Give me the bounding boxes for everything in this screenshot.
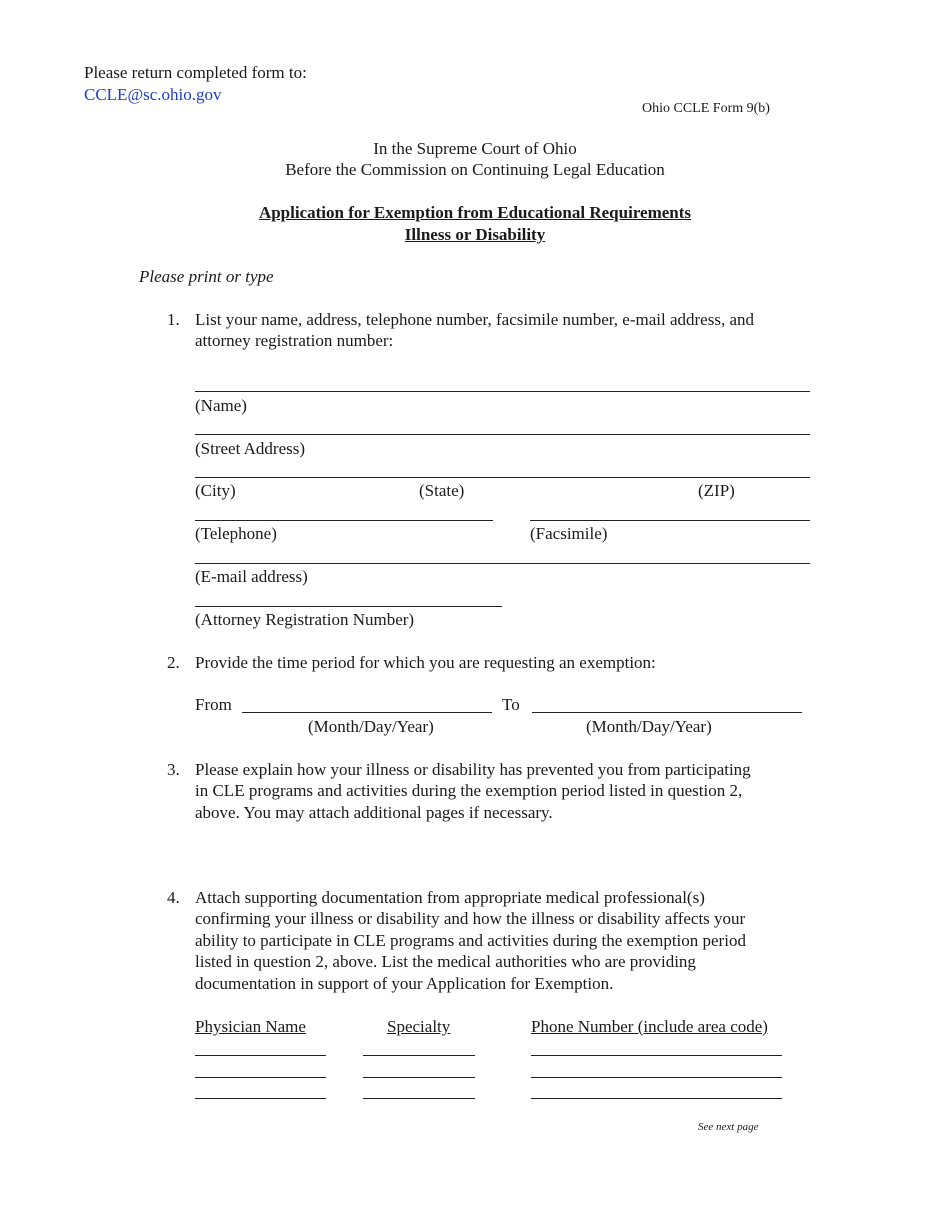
name-field[interactable] xyxy=(195,391,810,392)
phone-field-2[interactable] xyxy=(531,1077,782,1078)
instructions: Please print or type xyxy=(139,267,274,286)
q1-text-line-2: attorney registration number: xyxy=(195,331,394,350)
q4-line-3: ability to participate in CLE programs and activities during the exemption period xyxy=(195,931,746,950)
q3-line-2: in CLE programs and activities during the exemption period listed in question 2, xyxy=(195,781,743,800)
column-phone-number: Phone Number (include area code) xyxy=(531,1017,768,1036)
street-address-label: (Street Address) xyxy=(195,439,306,458)
column-specialty: Specialty xyxy=(387,1017,451,1036)
to-label: To xyxy=(502,695,520,714)
from-label: From xyxy=(195,695,232,714)
registration-number-field[interactable] xyxy=(195,606,502,607)
telephone-label: (Telephone) xyxy=(195,524,277,543)
column-physician-name: Physician Name xyxy=(195,1017,306,1036)
specialty-field-2[interactable] xyxy=(363,1077,475,1078)
return-email-link[interactable]: CCLE@sc.ohio.gov xyxy=(84,85,222,104)
return-label: Please return completed form to: xyxy=(84,63,307,82)
specialty-field-3[interactable] xyxy=(363,1098,475,1099)
facsimile-label: (Facsimile) xyxy=(530,524,608,543)
city-state-zip-field[interactable] xyxy=(195,477,810,478)
specialty-field-1[interactable] xyxy=(363,1055,475,1056)
street-address-field[interactable] xyxy=(195,434,810,435)
from-date-hint: (Month/Day/Year) xyxy=(308,717,434,736)
email-field[interactable] xyxy=(195,563,810,564)
q3-number: 3. xyxy=(167,760,180,779)
q3-line-3: above. You may attach additional pages if necessary. xyxy=(195,803,553,822)
q4-number: 4. xyxy=(167,888,180,907)
q4-line-4: listed in question 2, above. List the medical authorities who are providing xyxy=(195,952,696,971)
court-line-2: Before the Commission on Continuing Legal Education xyxy=(285,160,665,179)
to-date-hint: (Month/Day/Year) xyxy=(586,717,712,736)
phone-field-1[interactable] xyxy=(531,1055,782,1056)
q1-text-line-1: List your name, address, telephone number, facsimile number, e-mail address, and xyxy=(195,310,754,329)
physician-name-field-1[interactable] xyxy=(195,1055,326,1056)
q2-number: 2. xyxy=(167,653,180,672)
to-date-field[interactable] xyxy=(532,712,802,713)
email-label: (E-mail address) xyxy=(195,567,308,586)
form-subtitle: Illness or Disability xyxy=(404,225,546,244)
q4-line-5: documentation in support of your Application for Exemption. xyxy=(195,974,614,993)
zip-label: (ZIP) xyxy=(698,481,735,500)
phone-field-3[interactable] xyxy=(531,1098,782,1099)
q4-line-2: confirming your illness or disability and how the illness or disability affects your xyxy=(195,909,746,928)
telephone-field[interactable] xyxy=(195,520,493,521)
q1-number: 1. xyxy=(167,310,180,329)
form-id: Ohio CCLE Form 9(b) xyxy=(642,101,770,116)
state-label: (State) xyxy=(419,481,465,500)
registration-number-label: (Attorney Registration Number) xyxy=(195,610,415,629)
city-label: (City) xyxy=(195,481,236,500)
physician-name-field-2[interactable] xyxy=(195,1077,326,1078)
q2-text: Provide the time period for which you are requesting an exemption: xyxy=(195,653,656,672)
physician-name-field-3[interactable] xyxy=(195,1098,326,1099)
form-title: Application for Exemption from Educational Requirements xyxy=(258,203,692,222)
facsimile-field[interactable] xyxy=(530,520,810,521)
name-label: (Name) xyxy=(195,396,247,415)
q3-line-1: Please explain how your illness or disability has prevented you from participating xyxy=(195,760,751,779)
from-date-field[interactable] xyxy=(242,712,492,713)
court-line-1: In the Supreme Court of Ohio xyxy=(373,139,577,158)
q4-line-1: Attach supporting documentation from appropriate medical professional(s) xyxy=(195,888,705,907)
see-next-page-note: See next page xyxy=(698,1121,759,1133)
